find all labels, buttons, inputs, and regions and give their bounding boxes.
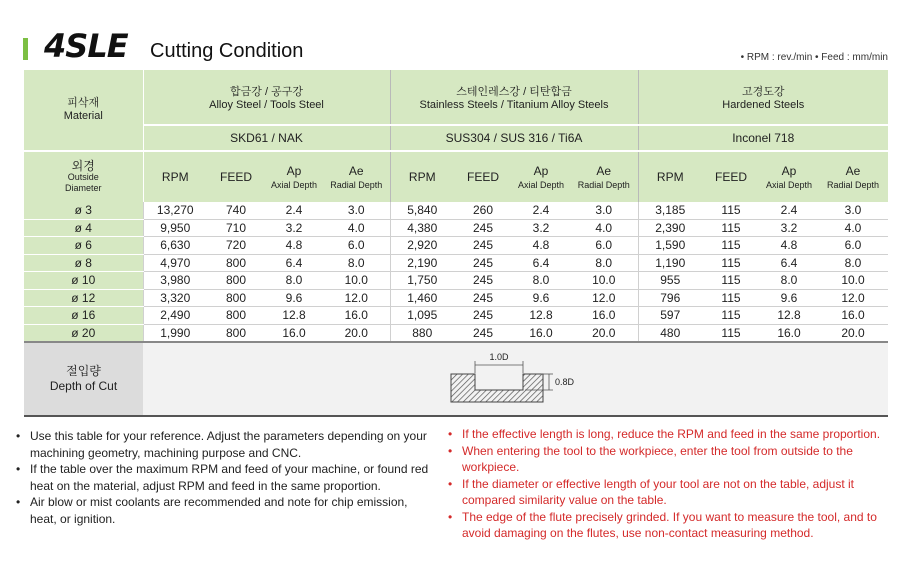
col-ae-label: Ae	[596, 164, 612, 178]
value-cell: 955	[638, 272, 702, 290]
diameter-cell: ø 4	[24, 219, 143, 237]
value-cell: 3,980	[143, 272, 207, 290]
diameter-cell: ø 10	[24, 272, 143, 290]
value-cell: 3.2	[760, 219, 818, 237]
value-cell: 2,190	[390, 254, 454, 272]
value-cell: 245	[454, 289, 512, 307]
page-header	[0, 0, 900, 70]
notes-left	[16, 428, 436, 527]
value-cell: 20.0	[570, 324, 638, 342]
diameter-cell: ø 8	[24, 254, 143, 272]
grade-hardened: Inconel 718	[638, 125, 888, 151]
value-cell: 2.4	[265, 202, 323, 219]
value-cell: 8.0	[265, 272, 323, 290]
warning-note-item: • When entering the tool to the workpiece, enter the tool from outside to the workpiece.	[448, 443, 853, 474]
group-name-korean: 합금강 / 공구강	[230, 86, 303, 98]
value-cell: 16.0	[512, 324, 570, 342]
col-ap-sub: Axial Depth	[517, 180, 565, 190]
warning-note-text: The edge of the flute precisely grinded. If you want to measure the tool, and to avoid damaging on the flutes, use non-contact measuring method.	[462, 509, 877, 540]
value-cell: 800	[207, 324, 265, 342]
group-header-stainless	[390, 70, 638, 125]
col-ap	[760, 151, 818, 202]
value-cell: 800	[207, 272, 265, 290]
grade-alloy: SKD61 / NAK	[143, 125, 390, 151]
value-cell: 4.0	[818, 219, 888, 237]
diameter-cell: ø 20	[24, 324, 143, 342]
depth-of-cut-label	[24, 342, 143, 416]
value-cell: 10.0	[818, 272, 888, 290]
width-label: 1.0D	[488, 352, 509, 362]
col-ae	[570, 151, 638, 202]
grade-stainless: SUS304 / SUS 316 / Ti6A	[390, 125, 638, 151]
depth-label: 0.8D	[554, 377, 574, 387]
col-feed: FEED	[454, 151, 512, 202]
value-cell: 10.0	[323, 272, 390, 290]
value-cell: 16.0	[760, 324, 818, 342]
diameter-header	[24, 151, 143, 202]
value-cell: 6.4	[512, 254, 570, 272]
value-cell: 115	[702, 254, 760, 272]
value-cell: 3.2	[265, 219, 323, 237]
value-cell: 13,270	[143, 202, 207, 219]
value-cell: 1,750	[390, 272, 454, 290]
value-cell: 6,630	[143, 237, 207, 255]
value-cell: 800	[207, 254, 265, 272]
value-cell: 12.0	[818, 289, 888, 307]
value-cell: 12.8	[512, 307, 570, 325]
column-header-row	[24, 151, 888, 202]
value-cell: 1,460	[390, 289, 454, 307]
col-ap-sub: Axial Depth	[270, 180, 318, 190]
value-cell: 740	[207, 202, 265, 219]
note-item: • Air blow or mist coolants are recommended and note for chip emission, heat, or ignition.	[16, 495, 408, 526]
value-cell: 4,970	[143, 254, 207, 272]
value-cell: 8.0	[323, 254, 390, 272]
group-header-row	[24, 70, 888, 125]
value-cell: 12.0	[323, 289, 390, 307]
value-cell: 245	[454, 219, 512, 237]
value-cell: 4.8	[265, 237, 323, 255]
col-ap-sub: Axial Depth	[765, 180, 813, 190]
value-cell: 2.4	[512, 202, 570, 219]
value-cell: 3.0	[570, 202, 638, 219]
value-cell: 245	[454, 307, 512, 325]
value-cell: 20.0	[323, 324, 390, 342]
group-name-english: Stainless Steels / Titanium Alloy Steels	[419, 99, 609, 111]
value-cell: 3.0	[818, 202, 888, 219]
col-ap-label: Ap	[286, 164, 302, 178]
page-title: Cutting Condition	[150, 40, 304, 62]
value-cell: 2,390	[638, 219, 702, 237]
table-row	[24, 237, 888, 255]
value-cell: 260	[454, 202, 512, 219]
value-cell: 9,950	[143, 219, 207, 237]
cutting-condition-table	[24, 70, 888, 417]
table-row	[24, 219, 888, 237]
value-cell: 1,190	[638, 254, 702, 272]
col-rpm: RPM	[638, 151, 702, 202]
slot-diagram	[441, 350, 591, 408]
diameter-label-english: Outside Diameter	[64, 171, 102, 193]
grade-row	[24, 125, 888, 151]
value-cell: 16.0	[265, 324, 323, 342]
value-cell: 115	[702, 237, 760, 255]
value-cell: 480	[638, 324, 702, 342]
value-cell: 20.0	[818, 324, 888, 342]
value-cell: 9.6	[265, 289, 323, 307]
col-ae-sub: Radial Depth	[826, 180, 880, 190]
group-header-alloy	[143, 70, 390, 125]
value-cell: 880	[390, 324, 454, 342]
group-name-english: Alloy Steel / Tools Steel	[209, 99, 324, 111]
col-ae-sub: Radial Depth	[577, 180, 630, 190]
col-ae-label: Ae	[348, 164, 364, 178]
col-ae	[818, 151, 888, 202]
col-ae-label: Ae	[845, 164, 861, 178]
value-cell: 710	[207, 219, 265, 237]
value-cell: 2.4	[760, 202, 818, 219]
value-cell: 1,990	[143, 324, 207, 342]
value-cell: 245	[454, 254, 512, 272]
value-cell: 245	[454, 272, 512, 290]
value-cell: 9.6	[512, 289, 570, 307]
table-row	[24, 289, 888, 307]
value-cell: 6.0	[323, 237, 390, 255]
value-cell: 8.0	[570, 254, 638, 272]
note-item: • If the table over the maximum RPM and feed of your machine, or found red heat on the material, adjust RPM and feed in the same proportion.	[16, 462, 429, 493]
workpiece-hatch	[451, 374, 543, 402]
value-cell: 4.0	[570, 219, 638, 237]
warning-note-item: • If the effective length is long, reduce the RPM and feed in the same proportion.	[448, 427, 881, 441]
value-cell: 1,095	[390, 307, 454, 325]
col-feed: FEED	[702, 151, 760, 202]
group-name-korean: 고경도강	[742, 86, 785, 98]
value-cell: 4.0	[323, 219, 390, 237]
value-cell: 245	[454, 324, 512, 342]
col-rpm: RPM	[390, 151, 454, 202]
group-header-hardened	[638, 70, 888, 125]
diameter-cell: ø 6	[24, 237, 143, 255]
depth-of-cut-diagram-cell	[143, 342, 888, 416]
col-rpm: RPM	[143, 151, 207, 202]
value-cell: 115	[702, 307, 760, 325]
units-note: • RPM : rev./min • Feed : mm/min	[740, 52, 888, 63]
warning-note-item: • If the diameter or effective length of your tool are not on the table, adjust it compared similarity value on the table.	[448, 476, 855, 507]
note-text: If the table over the maximum RPM and feed of your machine, or found red heat on the material, adjust RPM and feed in the same proportion.	[30, 462, 429, 493]
col-ap	[265, 151, 323, 202]
value-cell: 3.0	[323, 202, 390, 219]
value-cell: 8.0	[512, 272, 570, 290]
value-cell: 800	[207, 289, 265, 307]
value-cell: 1,590	[638, 237, 702, 255]
depth-of-cut-row	[24, 342, 888, 416]
value-cell: 6.0	[818, 237, 888, 255]
warning-note-text: When entering the tool to the workpiece, enter the tool from outside to the workpiece.	[462, 443, 853, 474]
model-name: 4SLE	[44, 27, 128, 65]
value-cell: 597	[638, 307, 702, 325]
value-cell: 8.0	[760, 272, 818, 290]
value-cell: 16.0	[570, 307, 638, 325]
warning-note-text: If the diameter or effective length of your tool are not on the table, adjust it compared similarity value on the table.	[462, 476, 855, 507]
col-ap-label: Ap	[781, 164, 797, 178]
table-row	[24, 324, 888, 342]
note-item: • Use this table for your reference. Adjust the parameters depending on your machining geometry, machining purpose and CNC.	[16, 429, 427, 460]
value-cell: 12.8	[265, 307, 323, 325]
material-header	[24, 70, 143, 151]
diameter-cell: ø 3	[24, 202, 143, 219]
value-cell: 16.0	[323, 307, 390, 325]
value-cell: 6.4	[760, 254, 818, 272]
value-cell: 3.2	[512, 219, 570, 237]
value-cell: 6.0	[570, 237, 638, 255]
col-feed: FEED	[207, 151, 265, 202]
diameter-cell: ø 12	[24, 289, 143, 307]
value-cell: 8.0	[818, 254, 888, 272]
value-cell: 245	[454, 237, 512, 255]
value-cell: 115	[702, 289, 760, 307]
depth-label-korean: 절입량	[66, 364, 101, 378]
col-ap-label: Ap	[533, 164, 549, 178]
note-text: Use this table for your reference. Adjust the parameters depending on your machining geometry, machining purpose and CNC.	[30, 429, 427, 460]
value-cell: 12.0	[570, 289, 638, 307]
col-ae-sub: Radial Depth	[330, 180, 383, 190]
warning-note-text: If the effective length is long, reduce the RPM and feed in the same proportion.	[462, 427, 881, 441]
value-cell: 796	[638, 289, 702, 307]
table-row	[24, 202, 888, 219]
diameter-cell: ø 16	[24, 307, 143, 325]
value-cell: 9.6	[760, 289, 818, 307]
value-cell: 2,920	[390, 237, 454, 255]
value-cell: 800	[207, 307, 265, 325]
table-row	[24, 254, 888, 272]
material-label-english: Material	[63, 110, 103, 122]
value-cell: 3,320	[143, 289, 207, 307]
diameter-label-korean: 외경	[71, 158, 95, 173]
accent-bar	[23, 38, 28, 60]
col-ap	[512, 151, 570, 202]
group-name-english: Hardened Steels	[722, 99, 805, 111]
value-cell: 2,490	[143, 307, 207, 325]
data-rows	[24, 202, 888, 342]
notes-right	[448, 426, 888, 542]
value-cell: 6.4	[265, 254, 323, 272]
value-cell: 5,840	[390, 202, 454, 219]
value-cell: 4.8	[512, 237, 570, 255]
material-label-korean: 피삭재	[67, 97, 100, 109]
table-row	[24, 272, 888, 290]
value-cell: 10.0	[570, 272, 638, 290]
value-cell: 3,185	[638, 202, 702, 219]
col-ae	[323, 151, 390, 202]
note-text: Air blow or mist coolants are recommended and note for chip emission, heat, or ignition.	[30, 495, 408, 526]
depth-label-english: Depth of Cut	[49, 379, 118, 393]
warning-note-item: • The edge of the flute precisely grinded. If you want to measure the tool, and to avoid damaging on the flutes, use non-contact measuring method.	[448, 509, 877, 540]
value-cell: 4.8	[760, 237, 818, 255]
value-cell: 115	[702, 324, 760, 342]
value-cell: 115	[702, 219, 760, 237]
value-cell: 115	[702, 272, 760, 290]
value-cell: 115	[702, 202, 760, 219]
value-cell: 16.0	[818, 307, 888, 325]
value-cell: 12.8	[760, 307, 818, 325]
group-name-korean: 스테인레스강 / 티탄합금	[456, 86, 572, 98]
value-cell: 4,380	[390, 219, 454, 237]
table-row	[24, 307, 888, 325]
value-cell: 720	[207, 237, 265, 255]
